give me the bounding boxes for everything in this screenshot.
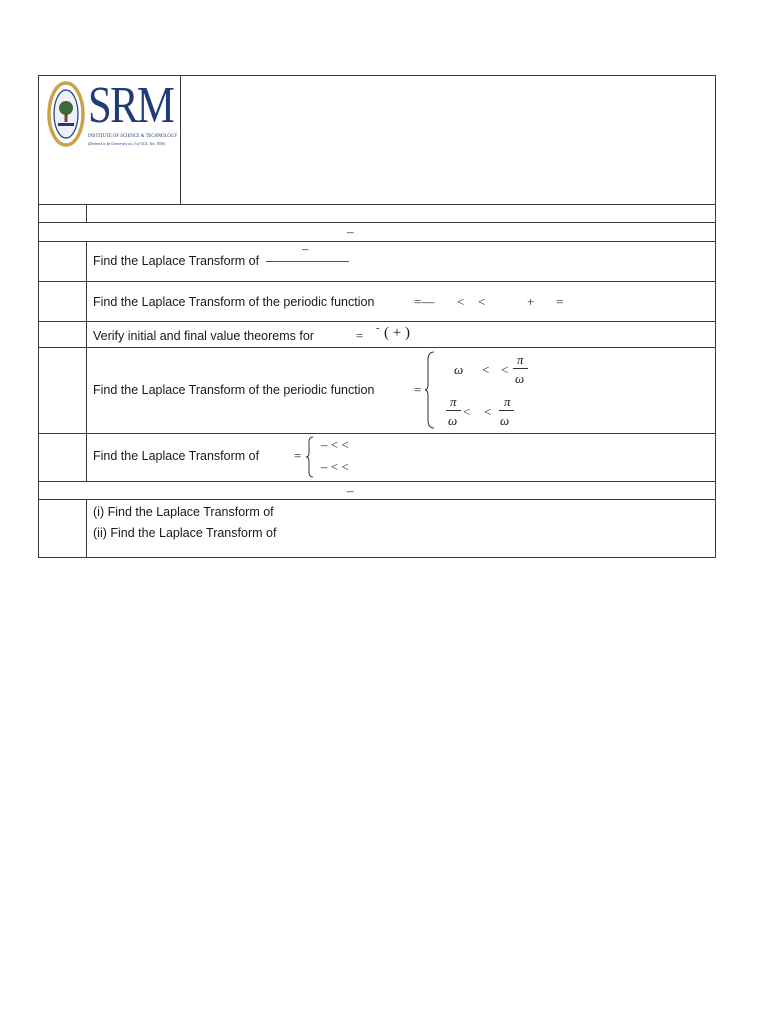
math-lt: <	[484, 404, 492, 419]
logo-tagline: (Deemed to be University u/s 3 of UGC Act, 1956)	[88, 141, 166, 146]
math-equals: =	[356, 328, 364, 343]
math-minus: –	[302, 241, 309, 256]
math-superscript: -	[376, 323, 380, 334]
logo-wordmark: SRM	[88, 77, 174, 134]
math-omega: ω	[515, 371, 525, 386]
math-lt: <	[482, 362, 490, 377]
math-omega: ω	[448, 413, 458, 428]
table-bottom-border	[38, 557, 716, 558]
header-top-border	[38, 75, 716, 76]
srm-logo	[46, 77, 178, 148]
row-border	[38, 222, 716, 223]
math-parentheses: ( + )	[384, 325, 410, 341]
left-brace-icon	[305, 436, 315, 478]
question-text: (i) Find the Laplace Transform of	[93, 505, 274, 519]
left-brace-icon	[424, 350, 436, 430]
question-text: Find the Laplace Transform of the periodic function	[93, 295, 375, 309]
question-text: Find the Laplace Transform of the periodic function	[93, 383, 375, 397]
section-b-marker: –	[347, 483, 354, 498]
math-lt: <	[463, 404, 471, 419]
header-bottom-border	[38, 204, 716, 205]
row-border	[38, 433, 716, 434]
math-case-line: – < <	[321, 459, 349, 474]
math-case-line: – < <	[321, 437, 349, 452]
math-equals: =	[414, 382, 422, 397]
column-divider	[86, 204, 87, 222]
fraction-bar	[266, 261, 349, 262]
row-border	[38, 481, 716, 482]
math-lt: <	[457, 294, 465, 309]
math-pi: π	[517, 352, 524, 367]
math-omega: ω	[454, 362, 464, 377]
section-a-marker: –	[347, 224, 354, 239]
math-equals: =	[556, 294, 564, 309]
row-border	[38, 499, 716, 500]
row-border	[38, 281, 716, 282]
table-left-border	[38, 75, 39, 557]
math-plus: +	[527, 294, 535, 309]
row-border	[38, 241, 716, 242]
question-text: Find the Laplace Transform of	[93, 254, 260, 268]
math-omega: ω	[500, 413, 510, 428]
row-border	[38, 347, 716, 348]
header-logo-divider	[180, 75, 181, 204]
math-pi: π	[450, 394, 457, 409]
column-divider	[86, 241, 87, 481]
fraction-bar	[446, 410, 461, 411]
math-equals: =—	[414, 294, 435, 309]
math-lt: <	[501, 362, 509, 377]
math-equals: =	[294, 448, 302, 463]
logo-subtitle: INSTITUTE OF SCIENCE & TECHNOLOGY	[88, 133, 178, 139]
fraction-bar	[513, 368, 528, 369]
math-pi: π	[504, 394, 511, 409]
question-text: Verify initial and final value theorems for	[93, 329, 314, 343]
table-right-border	[715, 75, 716, 557]
math-lt: <	[478, 294, 486, 309]
column-divider	[86, 499, 87, 557]
question-text: (ii) Find the Laplace Transform of	[93, 526, 277, 540]
question-text: Find the Laplace Transform of	[93, 449, 260, 463]
fraction-bar	[499, 410, 514, 411]
